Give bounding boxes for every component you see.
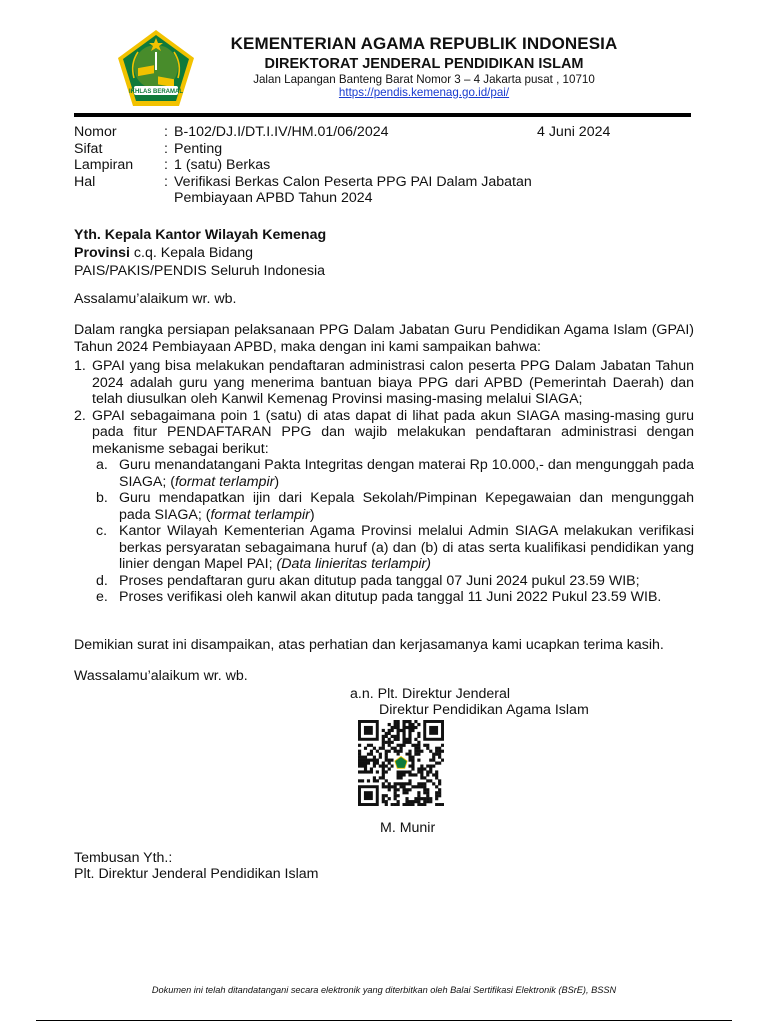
meta-hal <box>74 174 610 207</box>
recipient-line3: PAIS/PAKIS/PENDIS Seluruh Indonesia <box>74 263 326 279</box>
point-number: 2. <box>74 407 86 424</box>
meta-nomor <box>74 124 610 141</box>
list-item <box>74 457 694 490</box>
subpoint-text: Proses verifikasi oleh kanwil akan ditutup pada tanggal 11 Juni 2022 Pukul 23.59 WIB. <box>119 589 662 605</box>
sifat-value: Penting <box>174 140 223 157</box>
website-link[interactable]: https://pendis.kemenag.go.id/pai/ <box>338 86 510 99</box>
meta-lampiran <box>74 157 610 174</box>
lampiran-label: Lampiran <box>74 157 134 173</box>
subpoint-letter: e. <box>96 589 108 605</box>
address: Jalan Lapangan Banteng Barat Nomor 3 – 4 Jakarta pusat , 10710 <box>253 73 595 86</box>
letter-date: 4 Juni 2024 <box>537 124 611 140</box>
subpoint-tail: ) <box>309 506 315 523</box>
point-list <box>74 358 694 606</box>
colon: : <box>164 157 168 173</box>
signatory-name: M. Munir <box>380 820 436 836</box>
cc-label: Tembusan Yth.: <box>74 850 173 866</box>
list-item <box>74 490 694 523</box>
kemenag-logo-icon <box>116 28 196 108</box>
nomor-value: B-102/DJ.I/DT.I.IV/HM.01/06/2024 <box>174 124 389 140</box>
footer-divider <box>36 1020 732 1021</box>
colon: : <box>164 173 168 190</box>
header-divider <box>74 113 691 117</box>
signature-on-behalf: a.n. Plt. Direktur Jenderal <box>350 686 511 702</box>
colon: : <box>164 124 168 140</box>
list-item <box>74 523 694 573</box>
ministry-title: KEMENTERIAN AGAMA REPUBLIK INDONESIA <box>230 34 618 53</box>
list-item <box>74 589 694 606</box>
hal-value: Verifikasi Berkas Calon Peserta PPG PAI Dalam Jabatan Pembiayaan APBD Tahun 2024 <box>174 173 532 206</box>
nomor-label: Nomor <box>74 124 117 140</box>
subpoint-text: Proses pendaftaran guru akan ditutup pada tanggal 07 Juni 2024 pukul 23.59 WIB; <box>119 572 640 589</box>
cc-item: Plt. Direktur Jenderal Pendidikan Islam <box>74 866 319 882</box>
point-number: 1. <box>74 358 86 374</box>
subpoint-text: Guru mendapatkan ijin dari Kepala Sekolah/Pimpinan Kepegawaian dan mengunggah pada SIAGA; ( <box>119 490 694 523</box>
recipient-province: Provinsi <box>74 245 130 261</box>
subpoint-text: Kantor Wilayah Kementerian Agama Provinsi melalui Admin SIAGA melakukan verifikasi berkas persyaratan sebagaimana huruf (a) dan (b) di atas serta kualifikasi pendidikan yang linier dengan Mapel PAI; <box>119 523 694 572</box>
hal-label: Hal <box>74 173 96 190</box>
list-item <box>74 408 694 458</box>
logo-motto: IKHLAS BERAMAL <box>129 89 183 95</box>
subpoint-letter: d. <box>96 572 108 589</box>
subpoint-italic: format terlampir <box>210 506 310 523</box>
subpoint-tail: ) <box>274 473 280 490</box>
directorate-title: DIREKTORAT JENDERAL PENDIDIKAN ISLAM <box>264 56 584 72</box>
farewell: Wassalamu’alaikum wr. wb. <box>74 668 248 684</box>
sifat-label: Sifat <box>74 140 103 157</box>
list-item <box>74 358 694 408</box>
recipient-line2 <box>74 245 694 262</box>
point-text: GPAI sebagaimana poin 1 (satu) di atas dapat di lihat pada akun SIAGA masing-masing guru pada fitur PENDAFTARAN PPG dan wajib melakukan pendaftaran administrasi dengan mekanisme sebagai berikut: <box>92 407 694 457</box>
subpoint-letter: a. <box>96 457 108 473</box>
list-item <box>74 573 694 590</box>
subpoint-text: Guru menandatangani Pakta Integritas dengan materai Rp 10.000,- dan mengunggah pada SIAGA; ( <box>119 457 694 490</box>
subpoint-italic: format terlampir <box>174 473 275 490</box>
point-text: GPAI yang bisa melakukan pendaftaran administrasi calon peserta PPG Dalam Jabatan Tahun 2024 adalah guru yang menerima bantuan biaya PPG dari APBD (Pemerintah Daerah) dan telah diusulkan oleh Kanwil Kemenag Provinsi masing-masing melalui SIAGA; <box>92 358 694 407</box>
subpoint-letter: b. <box>96 490 108 506</box>
recipient-cq: c.q. Kepala Bidang <box>129 245 254 261</box>
colon: : <box>164 140 168 157</box>
letter-meta <box>74 124 610 207</box>
lampiran-value: 1 (satu) Berkas <box>174 157 271 173</box>
greeting: Assalamu’alaikum wr. wb. <box>74 291 237 307</box>
recipient-line1: Yth. Kepala Kantor Wilayah Kemenag <box>74 227 327 243</box>
footer-note: Dokumen ini telah ditandatangani secara elektronik yang diterbitkan oleh Balai Sertifikasi Elektronik (BSrE), BSSN <box>151 985 617 995</box>
signature-qr-code-icon <box>358 720 444 806</box>
signature-title: Direktur Pendidikan Agama Islam <box>379 702 589 718</box>
subpoint-italic: (Data linieritas terlampir) <box>276 556 431 572</box>
subpoint-letter: c. <box>96 523 108 539</box>
intro-paragraph: Dalam rangka persiapan pelaksanaan PPG Dalam Jabatan Guru Pendidikan Agama Islam (GPAI) Tahun 2024 Pembiayaan APBD, maka dengan ini kami sampaikan bahwa: <box>74 322 694 355</box>
meta-sifat <box>74 141 610 158</box>
closing-paragraph: Demikian surat ini disampaikan, atas perhatian dan kerjasamanya kami ucapkan terima kasih. <box>74 637 664 653</box>
